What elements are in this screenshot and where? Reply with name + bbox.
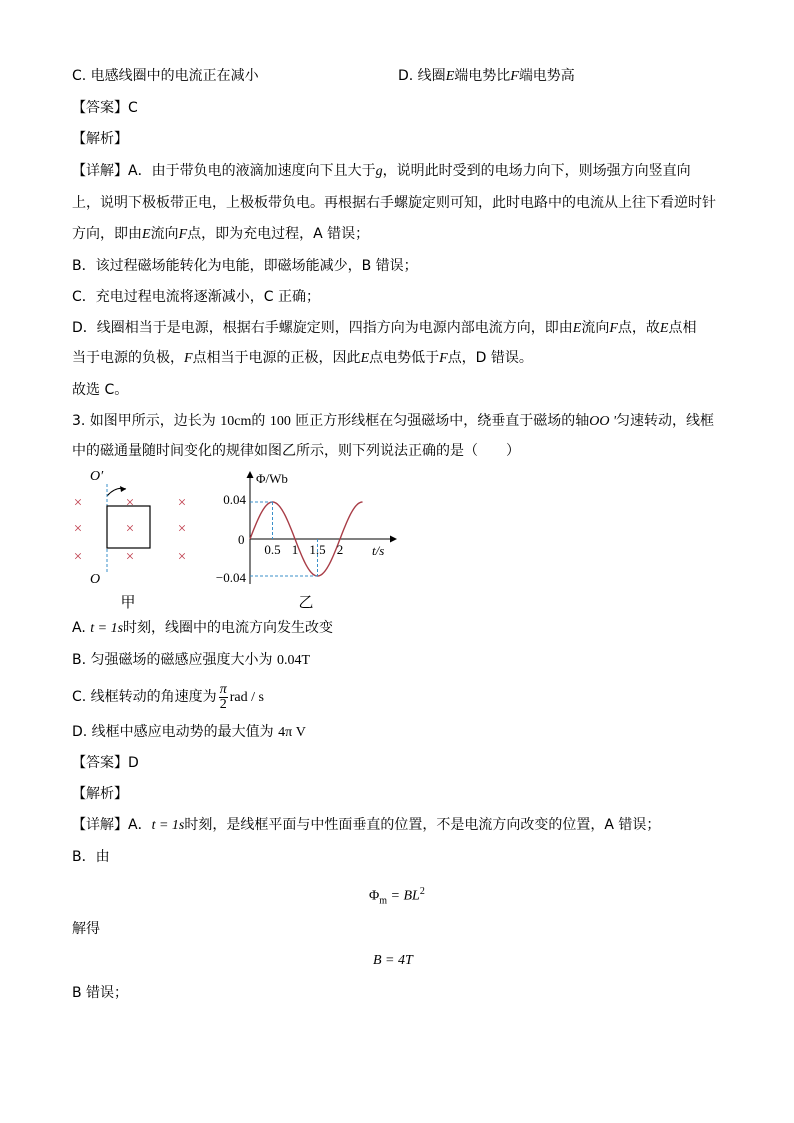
figure-jia xyxy=(60,466,200,616)
option-d xyxy=(72,722,306,743)
x-tick-label: 0.5 xyxy=(264,542,281,557)
text: 点电势低于 xyxy=(369,350,440,366)
text: 流向 xyxy=(150,226,179,242)
text: 故选 C。 xyxy=(72,382,129,398)
y-axis-label: Φ/Wb xyxy=(256,471,288,486)
x-tick-label: 1.5 xyxy=(309,542,326,557)
x-tick-label: 1 xyxy=(291,542,299,557)
answer-text: 【答案】C xyxy=(72,100,138,116)
y-tick-label-pos: 0.04 xyxy=(223,492,246,507)
detail-1-selection xyxy=(72,380,128,400)
symbol-e: E xyxy=(572,321,582,336)
fraction xyxy=(219,683,228,712)
equation-phi-m xyxy=(369,882,425,911)
math: 10cm xyxy=(220,414,252,429)
text: B．由 xyxy=(72,849,110,865)
figure-yi-chart xyxy=(212,466,402,616)
math: Φ xyxy=(369,888,380,904)
field-cross-icon: × xyxy=(73,521,83,537)
derivation-label xyxy=(72,919,100,939)
detail-2-b-conclusion xyxy=(72,983,128,1003)
detail-2-a xyxy=(72,815,660,836)
text: 上，说明下极板带正电，上极板带负电。再根据右手螺旋定则可知，此时电路中的电流从上往下看逆时针 xyxy=(72,195,716,211)
math: 4π V xyxy=(278,725,306,740)
y-tick-label-neg: −0.04 xyxy=(215,570,246,585)
fraction-numerator: π xyxy=(219,681,227,697)
equation-b xyxy=(373,951,413,971)
field-cross-icon: × xyxy=(73,495,83,511)
text: 的 xyxy=(251,413,270,429)
text: 点相 xyxy=(668,320,697,336)
field-cross-icon: × xyxy=(125,521,135,537)
answer-1 xyxy=(72,98,138,118)
symbol-f: F xyxy=(184,351,193,366)
detail-1-d-line-2 xyxy=(72,348,533,369)
detail-1-c xyxy=(72,287,320,307)
field-cross-icon: × xyxy=(125,495,135,511)
option-text: D. 线圈 xyxy=(398,68,446,84)
option-text: 端电势比 xyxy=(454,68,511,84)
prev-option-c xyxy=(72,66,259,86)
symbol-f: F xyxy=(439,351,448,366)
symbol-f: F xyxy=(178,227,188,242)
math: = BL xyxy=(387,888,420,904)
text: B 错误； xyxy=(72,985,129,1001)
analysis-heading-2 xyxy=(72,784,128,804)
detail-1-line-1 xyxy=(72,161,691,182)
text: ，说明此时受到的电场力向下，则场强方向竖直向 xyxy=(382,163,691,179)
math: t = 1s xyxy=(90,621,124,636)
option-text: C. 电感线圈中的电流正在减小 xyxy=(72,68,259,84)
option-a xyxy=(72,618,333,639)
field-cross-icon: × xyxy=(177,495,187,511)
rotation-arrowhead-icon xyxy=(120,486,126,492)
symbol-e: E xyxy=(360,351,370,366)
text: 时刻，是线框平面与中性面垂直的位置，不是电流方向改变的位置，A 错误； xyxy=(184,817,661,833)
math: 100 xyxy=(269,414,291,429)
figure-caption-jia: 甲 xyxy=(120,593,136,611)
field-cross-icon: × xyxy=(73,549,83,565)
symbol-e: E xyxy=(142,227,151,242)
symbol-f: F xyxy=(510,69,519,84)
analysis-text: 【解析】 xyxy=(72,786,128,802)
text: 【详解】A．由于带负电的液滴加速度向下且大于 xyxy=(72,163,376,179)
math: rad / s xyxy=(229,690,264,705)
math: B = 4T xyxy=(373,953,413,968)
option-text: D. 线框中感应电动势的最大值为 xyxy=(72,724,279,740)
symbol-e: E xyxy=(445,69,455,84)
text: 当于电源的负极， xyxy=(72,350,184,366)
text: 匀速转动，线框 xyxy=(616,413,714,429)
answer-text: 【答案】D xyxy=(72,755,139,771)
symbol-g: g xyxy=(375,164,383,179)
option-text: 时刻，线圈中的电流方向发生改变 xyxy=(123,620,334,636)
detail-1-line-2 xyxy=(72,193,716,213)
math: 0.04T xyxy=(276,653,311,668)
math: t = 1s xyxy=(151,818,185,833)
math-subscript: m xyxy=(379,895,388,907)
axis-symbol: OO ' xyxy=(589,414,616,429)
figure-caption-yi: 乙 xyxy=(298,593,314,611)
text: 点，故 xyxy=(617,320,660,336)
field-cross-icon: × xyxy=(125,549,135,565)
text: 匝正方形线框在匀强磁场中，绕垂直于磁场的轴 xyxy=(290,413,590,429)
prev-option-d xyxy=(398,66,575,87)
detail-1-d-line-1 xyxy=(72,318,696,339)
fraction-denominator: 2 xyxy=(219,696,227,712)
option-text: C. 线框转动的角速度为 xyxy=(72,689,217,705)
detail-2-b xyxy=(72,847,110,867)
text: 3. 如图甲所示，边长为 xyxy=(72,413,221,429)
symbol-f: F xyxy=(609,321,618,336)
detail-1-line-3 xyxy=(72,224,369,245)
analysis-heading-1 xyxy=(72,129,128,149)
detail-1-b xyxy=(72,256,418,276)
math-superscript: 2 xyxy=(419,886,425,897)
text: 解得 xyxy=(72,921,100,937)
option-text: 端电势高 xyxy=(518,68,575,84)
origin-label: 0 xyxy=(238,532,245,547)
axis-label-o-prime: O′ xyxy=(90,469,104,484)
option-c xyxy=(72,682,264,713)
x-axis-label: t/s xyxy=(372,543,385,558)
option-b xyxy=(72,650,310,671)
text: B．该过程磁场能转化为电能，即磁场能减少，B 错误； xyxy=(72,258,418,274)
option-label: A. xyxy=(72,620,91,636)
axis-label-o: O xyxy=(90,572,101,587)
text: 点，即为充电过程，A 错误； xyxy=(187,226,370,242)
x-tick-label: 2 xyxy=(336,542,344,557)
answer-2 xyxy=(72,753,139,773)
field-cross-icon: × xyxy=(177,549,187,565)
text: 点，D 错误。 xyxy=(447,350,533,366)
question-3-line-2 xyxy=(72,441,520,461)
text: 【详解】A． xyxy=(72,817,152,833)
field-cross-icon: × xyxy=(177,521,187,537)
symbol-e: E xyxy=(659,321,669,336)
option-text: B. 匀强磁场的磁感应强度大小为 xyxy=(72,652,277,668)
text: 方向，即由 xyxy=(72,226,142,242)
text: D．线圈相当于是电源，根据右手螺旋定则，四指方向为电源内部电流方向，即由 xyxy=(72,320,573,336)
text: 中的磁通量随时间变化的规律如图乙所示，则下列说法正确的是（ ） xyxy=(72,443,520,459)
text: C．充电过程电流将逐渐减小，C 正确； xyxy=(72,289,320,305)
text: 流向 xyxy=(581,320,610,336)
text: 点相当于电源的正极，因此 xyxy=(192,350,361,366)
question-3-line-1 xyxy=(72,411,714,432)
analysis-text: 【解析】 xyxy=(72,131,128,147)
